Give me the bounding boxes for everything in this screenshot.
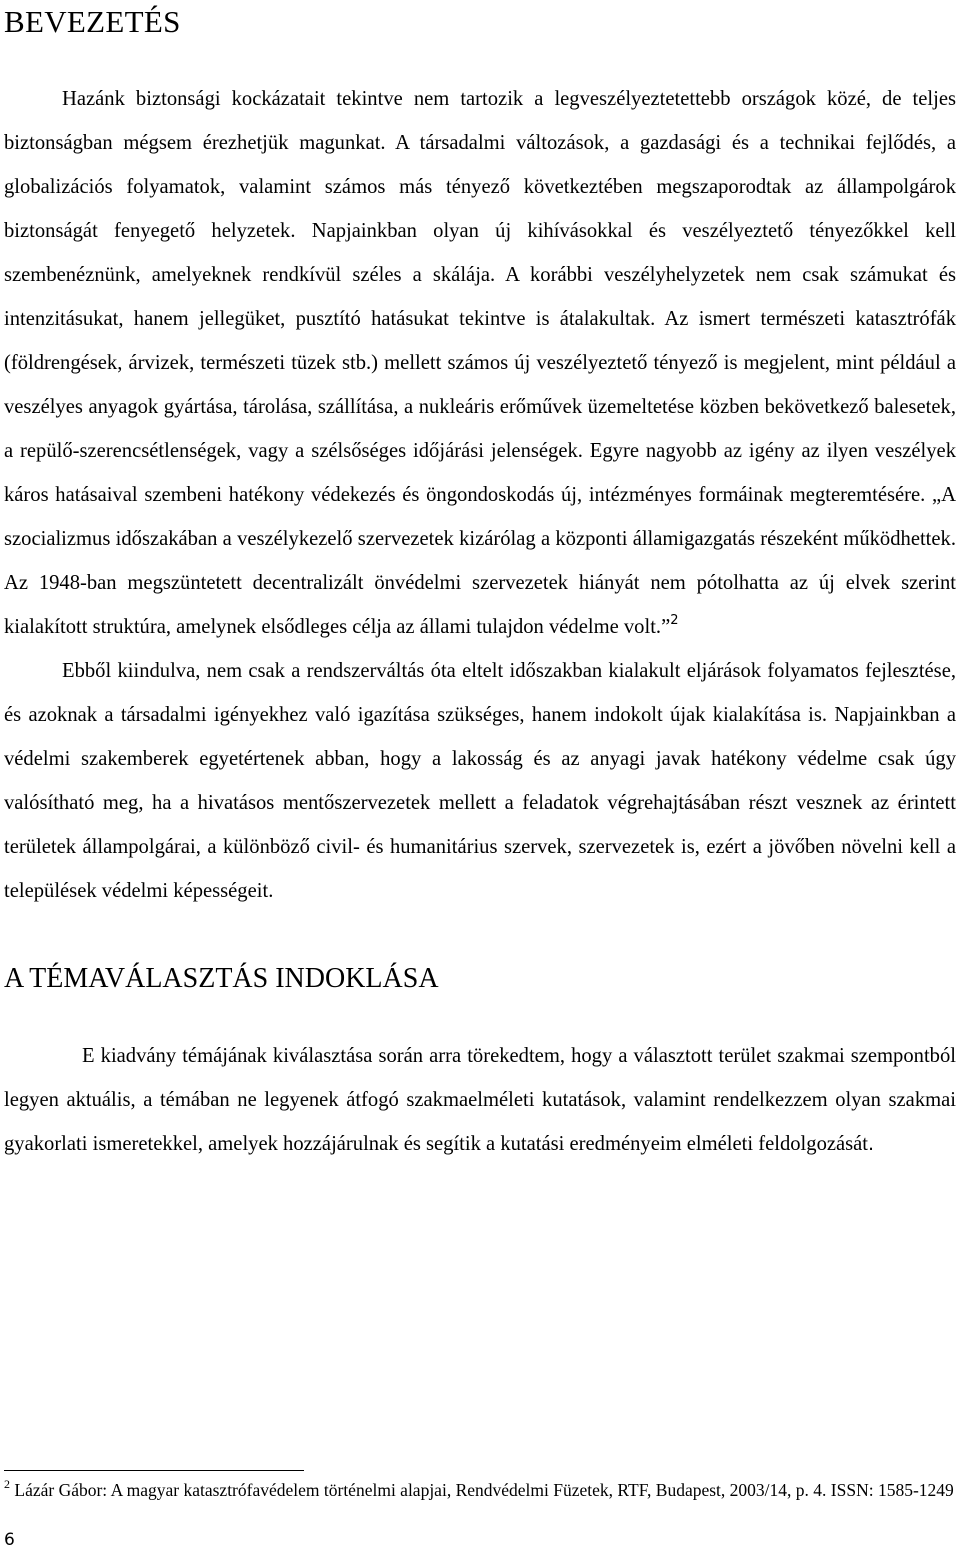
paragraph-kiadvany-text: E kiadvány témájának kiválasztása során arra törekedtem, hogy a választott terület szakmai szempontból legyen aktuális, a témában ne legyenek átfogó szakmaelméleti kutatások, valamint rendelkezzem olyan szakmai gyakorlati ismeretekkel, amelyek hozzájárulnak és segítik a kutatási eredményeim elméleti feldolgozását [4,1045,956,1155]
footnote-reference[interactable]: 2 [670,613,679,628]
section-heading-wrap [4,959,956,999]
footnote-separator [4,1470,304,1471]
paragraph-intro [4,77,956,649]
footnote [4,1479,956,1502]
paragraph-kiadvany-period: . [868,1133,875,1155]
footnote-number: 2 [4,1477,10,1491]
page-number: 6 [4,1530,15,1550]
footnote-text: Lázár Gábor: A magyar katasztrófavédelem történelmi alapjai, Rendvédelmi Füzetek, RTF, Budapest, 2003/14, p. 4. ISSN: 1585-1249 [10,1480,954,1500]
heading-bevezetes: BEVEZETÉS [4,4,181,39]
document-page [4,0,956,1555]
paragraph-ebbol: Ebből kiindulva, nem csak a rendszerváltás óta eltelt időszakban kialakult eljárások folyamatos fejlesztése, és azoknak a társadalmi igényekhez való igazítása szükséges, hanem indokolt újak kialakítása is. Napjainkban a védelmi szakemberek egyetértenek abban, hogy a lakosság és az anyagi javak hatékony védelme csak úgy valósítható meg, ha a hivatásos mentőszervezetek mellett a feladatok végrehajtásában részt vesznek az érintett területek állampolgárai, a különböző civil- és humanitárius szervek, szervezetek is, ezért a jövőben növelni kell a települések védelmi képességeit. [4,660,956,902]
paragraph-kiadvany [4,1034,956,1166]
heading-temavalasztas: A TÉMAVÁLASZTÁS INDOKLÁSA [4,963,439,994]
paragraph-intro-text: Hazánk biztonsági kockázatait tekintve nem tartozik a legveszélyeztetettebb országok közé, de teljes biztonságban mégsem érezhetjük magunkat. A társadalmi változások, a gazdasági és a technikai fejlődés, a globalizációs folyamatok, valamint számos más tényező következtében megszaporodtak az állampolgárok biztonságát fenyegető helyzetek. Napjainkban olyan új kihívásokkal és veszélyeztető tényezőkkel kell szembenéznünk, amelyeknek rendkívül széles a skálája. A korábbi veszélyhelyzetek nem csak számukat és intenzitásukat, hanem jellegüket, pusztító hatásukat tekintve is átalakultak. Az ismert természeti katasztrófák (földrengések, árvizek, természeti tüzek stb.) mellett számos új veszélyeztető tényező is megjelent, mint például a veszélyes anyagok gyártása, tárolása, szállítása, a nukleáris erőművek üzemeltetése közben bekövetkező balesetek, a repülő-szerencsétlenségek, vagy a szélsőséges időjárási jelenségek. Egyre nagyobb az igény az ilyen veszélyek káros hatásaival szembeni hatékony védekezés és öngondoskodás új, intézményes formáinak megteremtésére. „A szocializmus időszakában a veszélykezelő szervezetek kizárólag a központi államigazgatás részeként működhettek. Az 1948-ban megszüntetett decentralizált önvédelmi szervezetek hiányát nem pótolhatta az új elvek szerint kialakított struktúra, amelynek elsődleges célja az állami tulajdon védelme volt.” [4,88,956,638]
